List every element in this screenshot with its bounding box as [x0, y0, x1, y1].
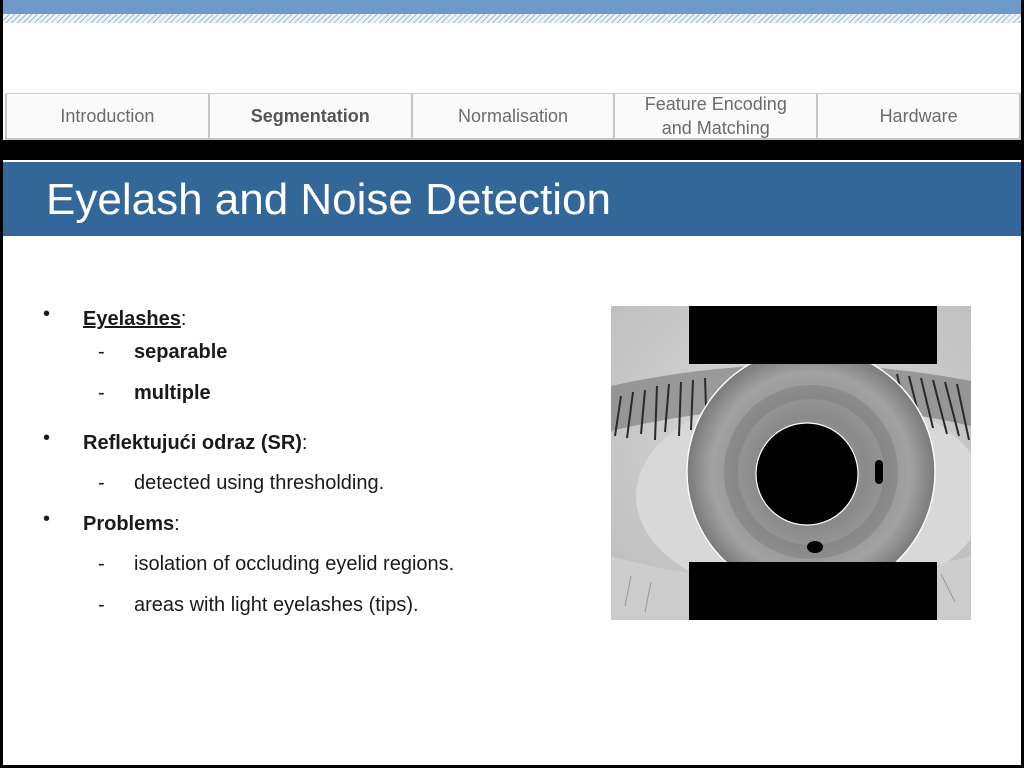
- bullet-heading-suffix: :: [180, 308, 187, 330]
- tab-introduction[interactable]: [5, 94, 210, 140]
- bullet-dot: •: [43, 508, 51, 530]
- bullet-heading-text: Eyelashes: [83, 308, 181, 330]
- sub-dash: -: [98, 553, 105, 575]
- sub-item-text: separable: [134, 341, 228, 363]
- bullet-heading-text: Reflektujući odraz (SR): [83, 432, 302, 454]
- top-hatch-band: [3, 14, 1021, 23]
- nav-tabs: [5, 93, 1021, 140]
- bullet-list: [43, 303, 454, 626]
- sub-item: [83, 335, 454, 369]
- top-band: [3, 0, 1021, 14]
- separator-band: [0, 140, 1024, 160]
- bullet-dot: •: [43, 303, 51, 325]
- segmented-iris-image: [611, 306, 971, 620]
- bullet-item: [43, 303, 454, 417]
- bullet-heading: [83, 303, 454, 335]
- slide: [3, 0, 1021, 765]
- bullet-heading: [83, 427, 454, 459]
- tab-label: Segmentation: [250, 106, 370, 126]
- tab-label: Introduction: [60, 106, 155, 126]
- sub-item: [83, 463, 454, 504]
- slide-title: Eyelash and Noise Detection: [46, 175, 611, 224]
- tab-normalisation[interactable]: [413, 94, 616, 140]
- sub-item: [83, 544, 454, 585]
- bullet-item: [43, 427, 454, 504]
- tab-label: Feature Encoding and Matching: [644, 94, 787, 138]
- sub-item-text: areas with light eyelashes (tips).: [134, 594, 419, 616]
- sub-item-text: detected using thresholding.: [134, 472, 385, 494]
- sub-dash: -: [98, 341, 105, 363]
- sub-item-text: isolation of occluding eyelid regions.: [134, 553, 455, 575]
- bullet-heading-suffix: :: [174, 513, 180, 535]
- bullet-heading: [83, 508, 454, 540]
- tab-label: Normalisation: [457, 106, 569, 126]
- tab-segmentation[interactable]: [210, 94, 413, 140]
- tab-label: Hardware: [879, 106, 958, 126]
- sub-item: [83, 585, 454, 626]
- sub-dash: -: [98, 382, 105, 404]
- bullet-heading-text: Problems: [83, 513, 175, 535]
- bullet-heading-suffix: :: [301, 432, 308, 454]
- sub-item-text: multiple: [134, 382, 211, 404]
- tab-hardware[interactable]: [818, 94, 1021, 140]
- sub-dash: -: [98, 472, 105, 494]
- bullet-dot: •: [43, 427, 51, 449]
- sub-dash: -: [98, 594, 105, 616]
- sub-item: [83, 369, 454, 417]
- tab-feature-encoding[interactable]: [615, 94, 818, 140]
- bullet-item: [43, 508, 454, 626]
